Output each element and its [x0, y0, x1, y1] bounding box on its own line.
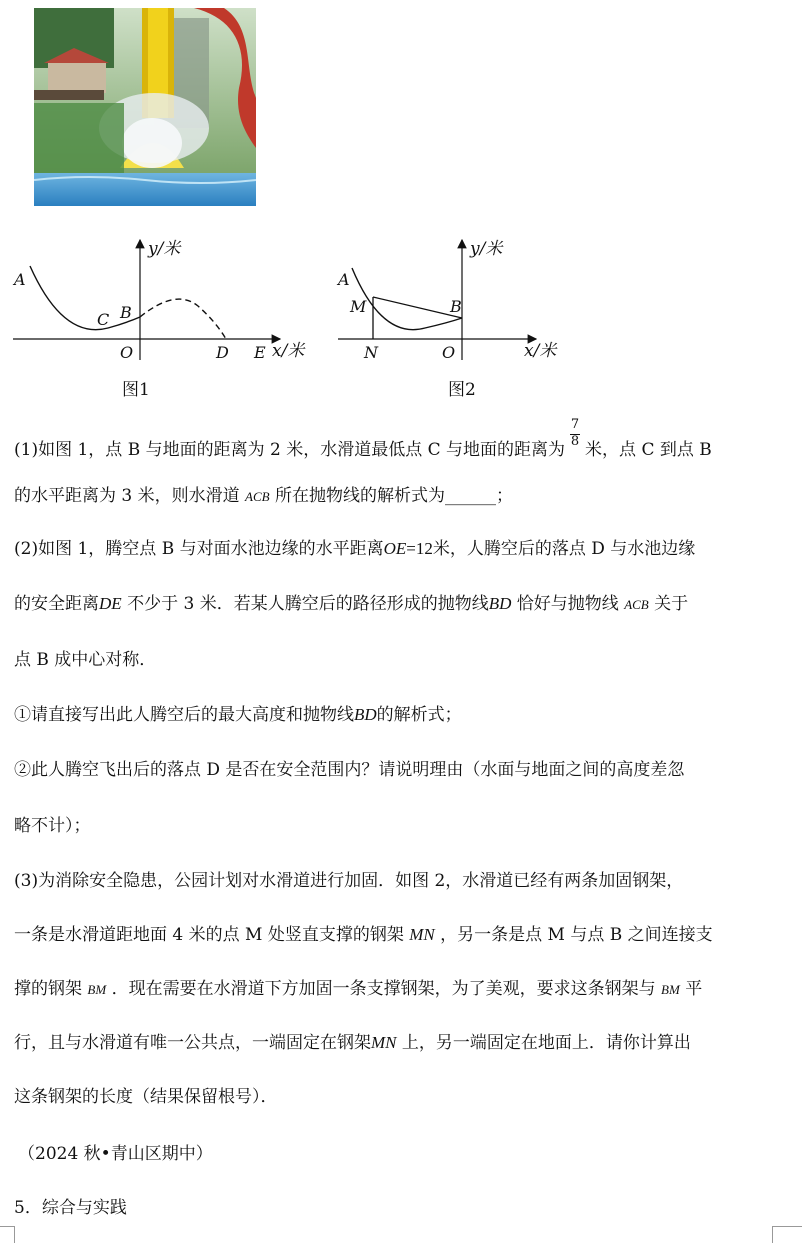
- next-question-text: 5．综合与实践: [14, 1198, 127, 1218]
- q2-2-line-1: [14, 758, 792, 782]
- q2-text-e: 恰好与抛物线: [516, 594, 619, 614]
- fraction-numerator: 7: [570, 417, 580, 432]
- q2-text-g: 点 B 成中心对称．: [14, 650, 157, 670]
- math-bd-2: BD: [354, 705, 377, 724]
- q1-text-c: 的水平距离为 3 米，则水滑道: [14, 486, 240, 506]
- q3-line-1: [14, 869, 792, 893]
- fig2-y-label: y/米: [470, 239, 503, 259]
- parabola-bd-dashed: [140, 299, 226, 339]
- figure-1: [8, 230, 328, 410]
- math-bd: BD: [488, 594, 512, 613]
- fig1-label-d: D: [216, 343, 229, 362]
- q3-text-b1: 一条是水滑道距地面 4 米的点 M 处竖直支撑的钢架: [14, 925, 404, 945]
- q2-line-1: [14, 537, 792, 561]
- q3-text-d1: 行，且与水滑道有唯一公共点，一端固定在钢架: [14, 1033, 371, 1053]
- svg-text:x/米: [524, 341, 558, 361]
- q2-2-line-2: [14, 814, 792, 838]
- q3-line-5: [14, 1085, 792, 1109]
- math-de: DE: [99, 594, 122, 613]
- next-question-heading: [14, 1196, 792, 1220]
- q2-text-c: 的安全距离: [14, 594, 99, 614]
- fig2-label-o: O: [442, 343, 456, 362]
- q2-1-text-b: 的解析式；: [376, 705, 462, 725]
- math-acb: ACB: [245, 489, 270, 504]
- q1-line-1: [14, 417, 792, 462]
- q2-2-text-a: ②此人腾空飞出后的落点 D 是否在安全范围内？请说明理由（水面与地面之间的高度差忽: [14, 760, 685, 780]
- fig1-label-e: E: [254, 343, 266, 362]
- svg-text:y/米: [147, 239, 182, 259]
- fig2-label-m: M: [350, 297, 367, 316]
- fig1-label-o: O: [120, 343, 134, 362]
- math-mn-2: MN: [371, 1033, 397, 1052]
- fig1-label-c: C: [97, 310, 110, 329]
- q1-line-2: [14, 484, 792, 509]
- math-bm: BM: [87, 982, 107, 997]
- q3-text-d2: 上，另一端固定在地面上．请你计算出: [401, 1033, 691, 1053]
- math-mn: MN: [409, 925, 435, 944]
- page-corner-mark-right: [772, 1226, 802, 1243]
- q2-line-2: [14, 592, 792, 617]
- q3-line-4: [14, 1031, 792, 1055]
- q2-text-d: 不少于 3 米．若某人腾空后的路径形成的抛物线: [127, 594, 489, 614]
- math-oe-eq: =12: [406, 539, 433, 558]
- fraction-7-8: [569, 417, 581, 462]
- fig1-label-a: A: [14, 270, 26, 289]
- math-oe: OE: [383, 539, 407, 558]
- q2-text-b: 米，人腾空后的落点 D 与水池边缘: [432, 539, 696, 559]
- q1-text-b: 米，点 C 到点 B: [585, 440, 712, 460]
- fig1-x-label: x/米: [272, 341, 305, 361]
- q3-text-c2: ．现在需要在水滑道下方加固一条支撑钢架，为了美观，要求这条钢架与: [111, 979, 656, 999]
- q2-2-text-b: 略不计）；: [14, 816, 91, 836]
- q3-text-a: (3)为消除安全隐患，公园计划对水滑道进行加固．如图 2，水滑道已经有两条加固钢架，: [14, 871, 684, 891]
- svg-text:y/米: [469, 239, 504, 259]
- q2-text-a: (2)如图 1，腾空点 B 与对面水池边缘的水平距离: [14, 539, 384, 559]
- fig2-label-a: A: [338, 270, 350, 289]
- fig1-label-b: B: [120, 303, 132, 322]
- q3-text-c3: 平: [685, 979, 703, 999]
- q1-text-d: 所在抛物线的解析式为______；: [275, 486, 513, 506]
- q2-1-text-a: ①请直接写出此人腾空后的最大高度和抛物线: [14, 705, 354, 725]
- source-note: [18, 1142, 792, 1166]
- fraction-denominator: 8: [570, 434, 580, 449]
- fig2-x-label: x/米: [524, 341, 557, 361]
- q2-line-3: [14, 648, 792, 672]
- math-bm-2: BM: [661, 982, 680, 997]
- water-slide-photo: [34, 8, 256, 206]
- fig1-caption: 图1: [122, 380, 150, 400]
- q2-1-line: [14, 703, 792, 727]
- q3-text-c1: 撑的钢架: [14, 979, 82, 999]
- q3-line-2: [14, 923, 792, 947]
- page-corner-mark-left: [0, 1226, 15, 1243]
- q3-line-3: [14, 977, 792, 1002]
- math-acb-2: ACB: [624, 597, 649, 612]
- fig2-label-b: B: [450, 297, 462, 316]
- parabola-acb: [352, 268, 462, 330]
- svg-text:x/米: [272, 341, 306, 361]
- steel-bm: [373, 297, 462, 318]
- q2-text-f: 关于: [654, 594, 689, 614]
- fig2-label-n: N: [364, 343, 378, 362]
- q3-text-e: 这条钢架的长度（结果保留根号）．: [14, 1087, 278, 1107]
- q1-text-a: (1)如图 1，点 B 与地面的距离为 2 米，水滑道最低点 C 与地面的距离为: [14, 440, 566, 460]
- fig1-y-label: y/米: [148, 239, 181, 259]
- source-text: （2024 秋•青山区期中）: [18, 1144, 213, 1164]
- figure-2: [330, 230, 570, 410]
- q3-text-b2: ，另一条是点 M 与点 B 之间连接支: [440, 925, 713, 945]
- fig2-caption: 图2: [448, 380, 476, 400]
